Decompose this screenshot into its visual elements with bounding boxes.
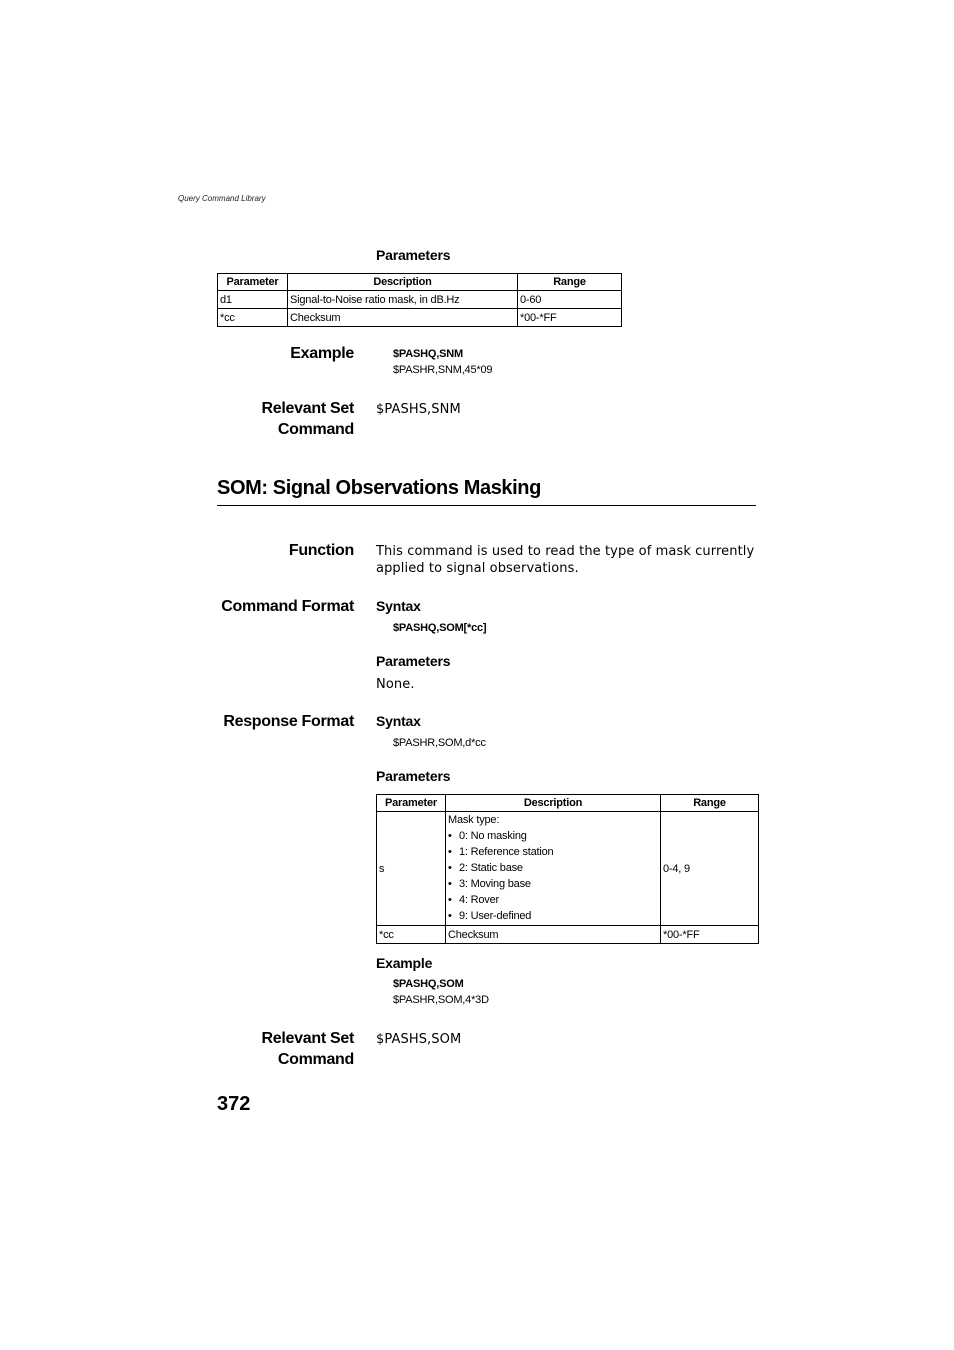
table-header-row xyxy=(377,795,759,812)
command-parameters-value: None. xyxy=(376,677,415,692)
snm-relevant-set-value: $PASHS,SNM xyxy=(376,402,461,417)
mask-type-list xyxy=(448,828,658,924)
function-text-line1: This command is used to read the type of mask currently xyxy=(376,544,755,559)
som-example-response: $PASHR,SOM,4*3D xyxy=(393,994,489,1006)
column-header-parameter: Parameter xyxy=(218,274,288,291)
som-relevant-label-line1: Relevant Set xyxy=(261,1030,354,1047)
response-format-label: Response Format xyxy=(223,713,354,730)
list-item: • 9: User-defined xyxy=(448,908,658,924)
function-text-line2: applied to signal observations. xyxy=(376,561,579,576)
cell-parameter: *cc xyxy=(218,309,288,327)
column-header-description: Description xyxy=(446,795,661,812)
snm-example-label: Example xyxy=(290,345,354,362)
snm-relevant-set-label xyxy=(262,398,354,440)
list-item: • 1: Reference station xyxy=(448,844,658,860)
page-number: 372 xyxy=(217,1093,251,1115)
table-row xyxy=(218,309,622,327)
cell-parameter: d1 xyxy=(218,291,288,309)
snm-example-response: $PASHR,SNM,45*09 xyxy=(393,364,493,376)
cell-parameter: *cc xyxy=(377,926,446,944)
som-example-heading: Example xyxy=(376,955,433,971)
section-title: SOM: Signal Observations Masking xyxy=(217,477,541,499)
cell-range: 0-60 xyxy=(518,291,622,309)
response-parameters-heading: Parameters xyxy=(376,768,451,784)
list-item: • 0: No masking xyxy=(448,828,658,844)
snm-parameters-heading: Parameters xyxy=(376,247,451,263)
response-syntax: $PASHR,SOM,d*cc xyxy=(393,737,486,749)
som-relevant-set-label xyxy=(262,1028,354,1070)
mask-type-title: Mask type: xyxy=(448,814,500,826)
snm-example-query: $PASHQ,SNM xyxy=(393,348,463,360)
cell-description: Signal-to-Noise ratio mask, in dB.Hz xyxy=(288,291,518,309)
som-relevant-set-value: $PASHS,SOM xyxy=(376,1032,462,1047)
command-format-label: Command Format xyxy=(221,598,354,615)
function-text xyxy=(376,543,754,577)
list-item: • 2: Static base xyxy=(448,860,658,876)
snm-relevant-label-line1: Relevant Set xyxy=(261,400,354,417)
som-example-query: $PASHQ,SOM xyxy=(393,978,464,990)
command-syntax: $PASHQ,SOM[*cc] xyxy=(393,622,487,634)
snm-relevant-label-line2: Command xyxy=(277,421,354,438)
cell-range: 0-4, 9 xyxy=(661,812,759,926)
snm-parameters-table xyxy=(217,273,622,327)
som-parameters-table xyxy=(376,794,759,944)
cell-description: Checksum xyxy=(446,926,661,944)
cell-range: *00-*FF xyxy=(661,926,759,944)
table-row xyxy=(377,812,759,926)
list-item: • 3: Moving base xyxy=(448,876,658,892)
column-header-range: Range xyxy=(518,274,622,291)
column-header-description: Description xyxy=(288,274,518,291)
cell-description xyxy=(446,812,661,926)
cell-range: *00-*FF xyxy=(518,309,622,327)
running-header: Query Command Library xyxy=(178,194,266,203)
table-row xyxy=(377,926,759,944)
table-row xyxy=(218,291,622,309)
function-label: Function xyxy=(288,542,354,559)
command-parameters-heading: Parameters xyxy=(376,653,451,669)
column-header-parameter: Parameter xyxy=(377,795,446,812)
section-rule xyxy=(217,505,756,506)
list-item: • 4: Rover xyxy=(448,892,658,908)
table-header-row xyxy=(218,274,622,291)
cell-description: Checksum xyxy=(288,309,518,327)
column-header-range: Range xyxy=(661,795,759,812)
command-syntax-heading: Syntax xyxy=(376,598,421,614)
som-relevant-label-line2: Command xyxy=(277,1051,354,1068)
cell-parameter: s xyxy=(377,812,446,926)
response-syntax-heading: Syntax xyxy=(376,713,421,729)
